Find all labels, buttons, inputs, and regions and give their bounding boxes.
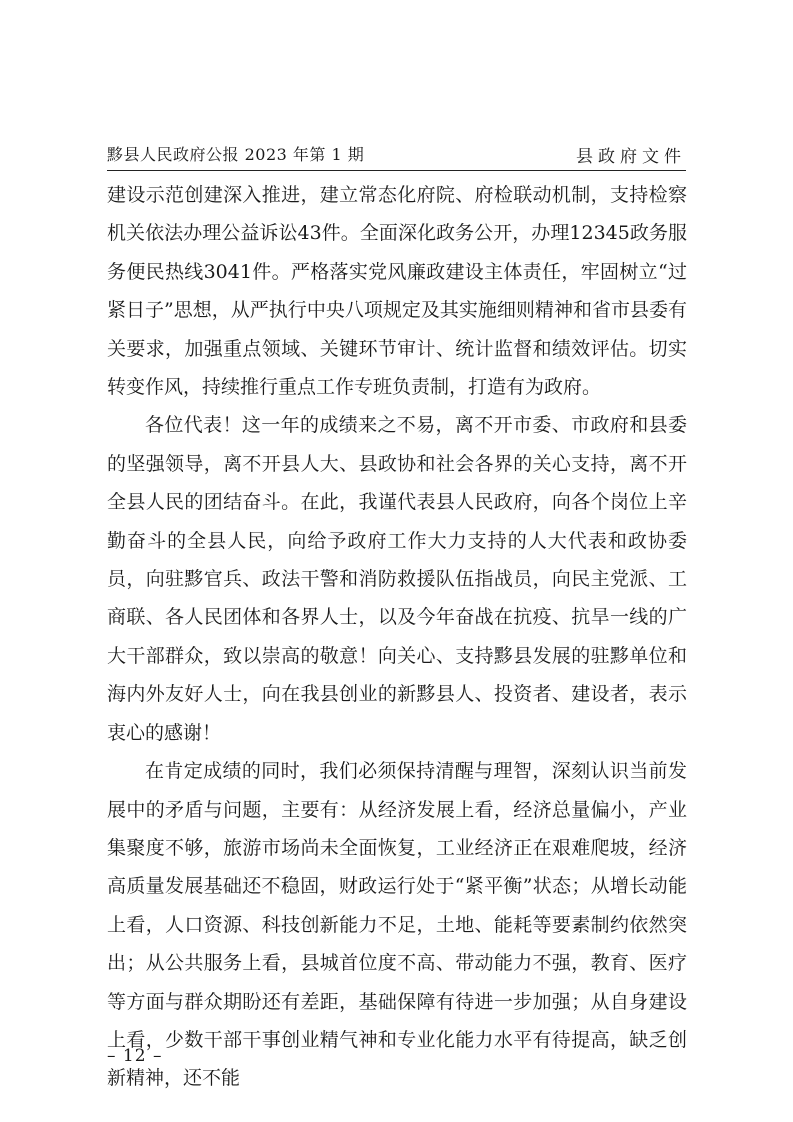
page-header [107,140,686,171]
gazette-issue-title: 黟县人民政府公报 2023 年第 1 期 [107,145,365,164]
document-body [107,176,687,1098]
paragraph-thanks: 各位代表！这一年的成绩来之不易，离不开市委、市政府和县委的坚强领导，离不开县人大、县政协和社会各界的关心支持，离不开全县人民的团结奋斗。在此，我谨代表县人民政府，向各个岗位上辛勤奋斗的全县人民，向给予政府工作大力支持的人大代表和政协委员，向驻黟官兵、政法干警和消防救援队伍指战员，向民主党派、工商联、各人民团体和各界人士，以及今年奋战在抗疫、抗旱一线的广大干部群众，致以崇高的敬意！向关心、支持黟县发展的驻黟单位和海内外友好人士，向在我县创业的新黟县人、投资者、建设者，表示衷心的感谢！ [107,414,687,744]
paragraph-continued: 建设示范创建深入推进，建立常态化府院、府检联动机制，支持检察机关依法办理公益诉讼43件。全面深化政务公开，办理12345政务服务便民热线3041件。严格落实党风廉政建设主体责任，牢固树立“过紧日子”思想，从严执行中央八项规定及其实施细则精神和省市县委有关要求，加强重点领域、关键环节审计、统计监督和绩效评估。切实转变作风，持续推行重点工作专班负责制，打造有为政府。 [107,184,687,399]
page-number: – 12 – [107,1046,163,1066]
section-title: 县政府文件 [576,147,686,167]
paragraph-problems: 在肯定成绩的同时，我们必须保持清醒与理智，深刻认识当前发展中的矛盾与问题，主要有：从经济发展上看，经济总量偏小，产业集聚度不够，旅游市场尚未全面恢复，工业经济正在艰难爬坡，经济高质量发展基础还不稳固，财政运行处于“紧平衡”状态；从增长动能上看，人口资源、科技创新能力不足，土地、能耗等要素制约依然突出；从公共服务上看，县城首位度不高、带动能力不强，教育、医疗等方面与群众期盼还有差距，基础保障有待进一步加强；从自身建设上看，少数干部干事创业精气神和专业化能力水平有待提高，缺乏创新精神，还不能 [107,760,687,1090]
